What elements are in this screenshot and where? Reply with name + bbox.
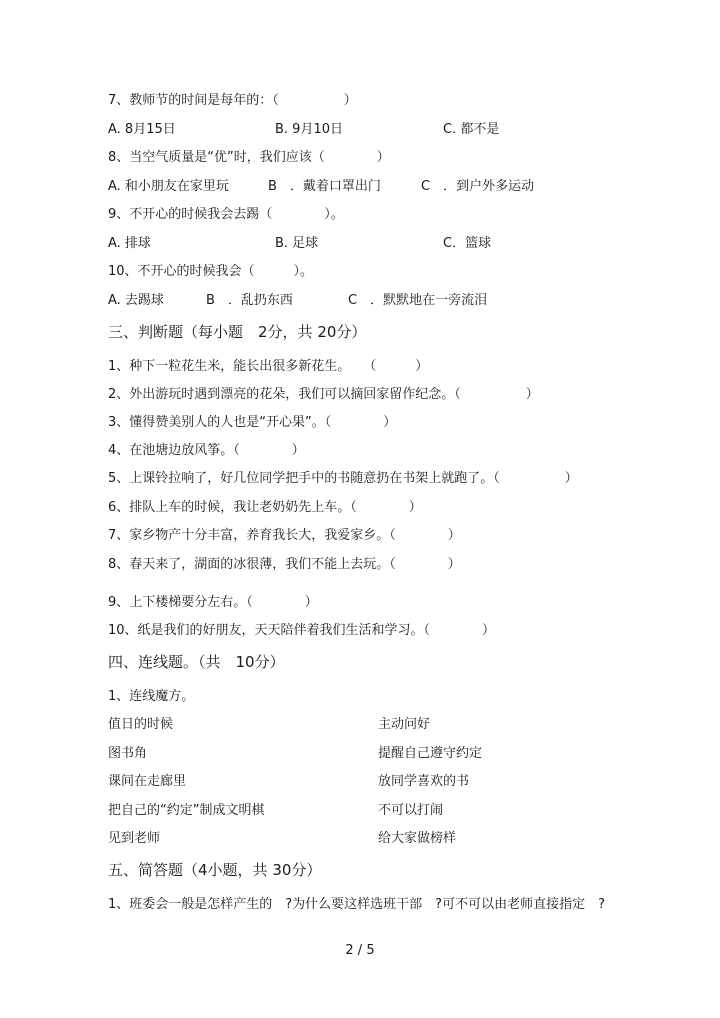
q7-option-a: A. 8月15日 [108, 122, 176, 137]
q8-option-c: C ．到户外多运动 [421, 179, 535, 194]
match-right-item: 主动问好 [378, 717, 431, 732]
judge-item: 8、春天来了，湖面的冰很薄，我们不能上去玩。（ ） [108, 557, 461, 572]
match-right-item: 给大家做榜样 [378, 831, 457, 846]
q8-option-b: B ．戴着口罩出门 [268, 179, 381, 194]
match-right-item: 不可以打闹 [378, 803, 444, 818]
q7-option-b: B. 9月10日 [275, 122, 343, 137]
q10-option-c: C ．默默地在一旁流泪 [348, 293, 488, 308]
section-3-title: 三、判断题（每小题 2分，共 20分） [108, 323, 367, 341]
q10-option-b: B ．乱扔东西 [206, 293, 293, 308]
judge-item: 7、家乡物产十分丰富，养育我长大，我爱家乡。（ ） [108, 528, 461, 543]
match-left-item: 见到老师 [108, 831, 161, 846]
judge-item: 9、上下楼梯要分左右。（ ） [108, 595, 318, 610]
question-7: 7、教师节的时间是每年的：（ ） [108, 93, 357, 108]
question-8: 8、当空气质量是“优”时，我们应该（ ） [108, 150, 390, 165]
match-left-item: 值日的时候 [108, 717, 174, 732]
q9-option-b: B. 足球 [275, 236, 319, 251]
question-10: 10、不开心的时候我会（ ）。 [108, 264, 314, 279]
q8-option-a: A. 和小朋友在家里玩 [108, 179, 229, 194]
judge-item: 4、在池塘边放风筝。（ ） [108, 443, 305, 458]
judge-item: 6、排队上车的时候，我让老奶奶先上车。（ ） [108, 500, 422, 515]
judge-item: 5、上课铃拉响了，好几位同学把手中的书随意扔在书架上就跑了。（ ） [108, 471, 578, 486]
q10-option-a: A. 去踢球 [108, 293, 164, 308]
q9-option-a: A. 排球 [108, 236, 151, 251]
judge-item: 10、纸是我们的好朋友，天天陪伴着我们生活和学习。（ ） [108, 623, 496, 638]
page-number: 2 / 5 [345, 943, 375, 958]
question-9: 9、不开心的时候我会去踢（ ）。 [108, 207, 344, 222]
match-left-item: 课间在走廊里 [108, 774, 187, 789]
q7-option-c: C. 都不是 [443, 122, 500, 137]
section-4-subtitle: 1、连线魔方。 [108, 689, 195, 704]
match-left-item: 图书角 [108, 746, 148, 761]
section-4-title: 四、连线题。（共 10分） [108, 653, 285, 671]
match-left-item: 把自己的“约定”制成文明棋 [108, 803, 265, 818]
judge-item: 1、种下一粒花生米，能长出很多新花生。 （ ） [108, 359, 429, 374]
judge-item: 2、外出游玩时遇到漂亮的花朵，我们可以摘回家留作纪念。（ ） [108, 387, 539, 402]
section-5-title: 五、简答题（4小题，共 30分） [108, 861, 322, 879]
short-answer-question-1: 1、班委会一般是怎样产生的 ?为什么要这样选班干部 ?可不可以由老师直接指定 ? [108, 897, 605, 912]
match-right-item: 放同学喜欢的书 [378, 774, 470, 789]
q9-option-c: C．篮球 [443, 236, 492, 251]
judge-item: 3、懂得赞美别人的人也是“开心果”。（ ） [108, 415, 397, 430]
match-right-item: 提醒自己遵守约定 [378, 746, 483, 761]
